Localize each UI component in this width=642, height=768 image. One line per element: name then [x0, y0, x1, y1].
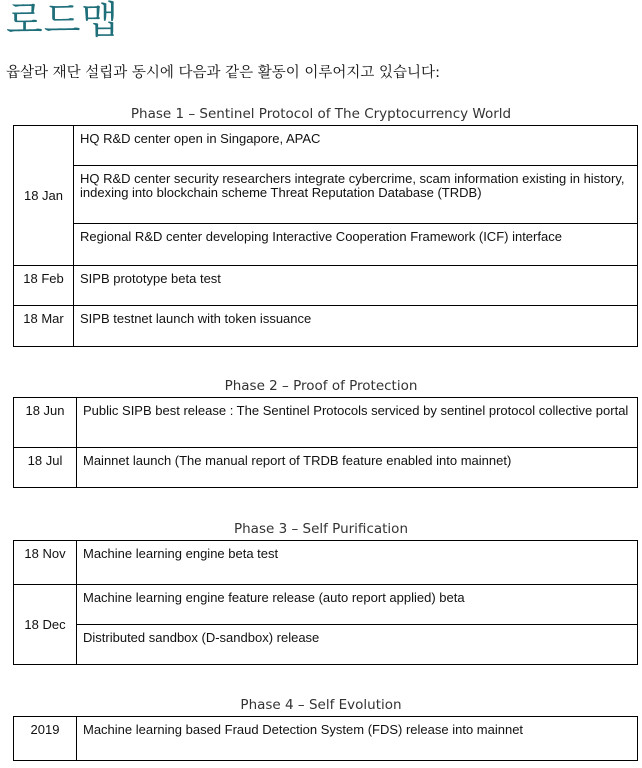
table-row — [14, 541, 638, 585]
table-row — [14, 717, 638, 761]
table-row — [14, 625, 638, 665]
date-cell: 18 Jul — [14, 448, 77, 488]
page-title: 로드맵 — [6, 0, 120, 42]
phase-2-title: Phase 2 – Proof of Protection — [224, 378, 418, 394]
event-cell: Public SIPB best release : The Sentinel Protocols serviced by sentinel protocol collective portal — [77, 398, 638, 448]
phase-1-title: Phase 1 – Sentinel Protocol of The Cryptocurrency World — [130, 106, 512, 122]
phase-4-title: Phase 4 – Self Evolution — [240, 697, 402, 713]
phase-1-table — [13, 125, 638, 347]
table-row — [14, 306, 638, 347]
date-cell: 18 Jan — [14, 126, 74, 266]
event-cell: HQ R&D center open in Singapore, APAC — [74, 126, 638, 166]
phase-3-title: Phase 3 – Self Purification — [233, 521, 408, 537]
event-cell: Mainnet launch (The manual report of TRDB feature enabled into mainnet) — [77, 448, 638, 488]
table-row — [14, 448, 638, 488]
date-cell: 18 Nov — [14, 541, 77, 585]
table-row — [14, 398, 638, 448]
date-cell: 18 Feb — [14, 266, 74, 306]
table-row — [14, 585, 638, 625]
phase-4-table — [13, 716, 638, 761]
table-row — [14, 166, 638, 224]
date-cell: 2019 — [14, 717, 77, 761]
table-row — [14, 266, 638, 306]
event-cell: Regional R&D center developing Interactive Cooperation Framework (ICF) interface — [74, 224, 638, 266]
event-cell: Machine learning based Fraud Detection System (FDS) release into mainnet — [77, 717, 638, 761]
date-cell: 18 Dec — [14, 585, 77, 665]
event-cell: SIPB prototype beta test — [74, 266, 638, 306]
event-cell: SIPB testnet launch with token issuance — [74, 306, 638, 347]
event-cell: Distributed sandbox (D-sandbox) release — [77, 625, 638, 665]
date-cell: 18 Mar — [14, 306, 74, 347]
event-cell: HQ R&D center security researchers integrate cybercrime, scam information existing in history, indexing into blockchain scheme Threat Reputation Database (TRDB) — [74, 166, 638, 224]
intro-text: 윱살라 재단 설립과 동시에 다음과 같은 활동이 이루어지고 있습니다: — [6, 65, 440, 81]
date-cell: 18 Jun — [14, 398, 77, 448]
event-cell: Machine learning engine feature release (auto report applied) beta — [77, 585, 638, 625]
table-row — [14, 126, 638, 166]
table-row — [14, 224, 638, 266]
phase-3-table — [13, 540, 638, 665]
phase-2-table — [13, 397, 638, 488]
event-cell: Machine learning engine beta test — [77, 541, 638, 585]
